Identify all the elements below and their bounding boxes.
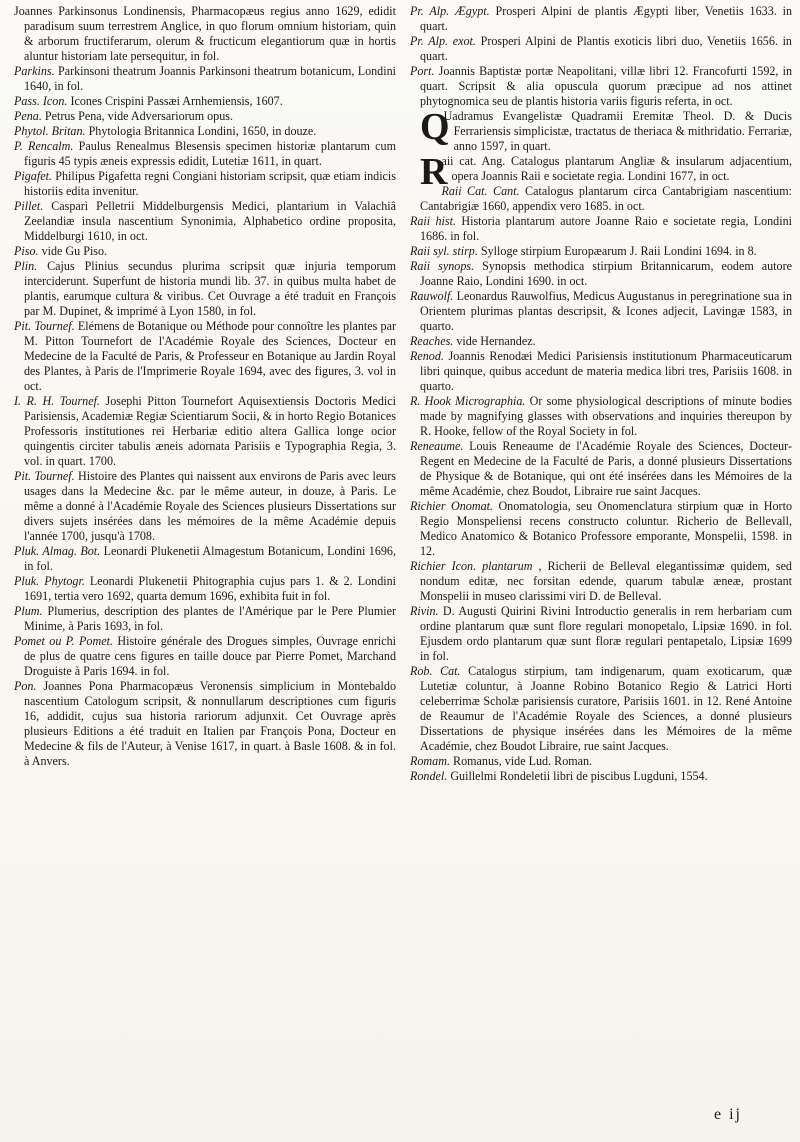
entry-abbreviation: Pluk. Phytogr.	[14, 574, 85, 588]
entry-abbreviation: Richier Onomat.	[410, 499, 494, 513]
bibliography-entry	[14, 319, 396, 394]
bibliography-entry	[14, 604, 396, 634]
entry-abbreviation: Pon.	[14, 679, 37, 693]
bibliography-entry	[410, 769, 792, 784]
entry-abbreviation: R. Hook Micrographia.	[410, 394, 526, 408]
entry-text: Joannes Parkinsonus Londinensis, Pharmacopæus regius anno 1629, edidit paradisum suum terrestrem Anglice, in quo florum omnium historiam, quin & arborum fructiferarum, olerum & fructicum elegantiorum quæ in hortis aluntur historiam late persequitur, in fol.	[14, 4, 396, 63]
right-column	[410, 4, 792, 1114]
entry-abbreviation: Reaches.	[410, 334, 454, 348]
bibliography-entry	[410, 559, 792, 604]
two-column-text	[14, 4, 792, 1114]
entry-abbreviation: Rivin.	[410, 604, 439, 618]
entry-text: Prosperi Alpini de Plantis exoticis libri duo, Venetiis 1656. in quart.	[420, 34, 792, 63]
entry-text: Onomatologia, seu Onomenclatura stirpium quæ in Horto Regio Monspeliensi recens constructo coluntur. Richerio de Bellevall, Medico Anatomico & Botanico Professore emporante, Monspelii, 1598. in 12.	[420, 499, 792, 558]
entry-abbreviation: Pit. Tournef.	[14, 469, 75, 483]
signature-mark: e ij	[714, 1106, 742, 1123]
drop-cap: R	[420, 151, 448, 193]
entry-text: Catalogus stirpium, tam indigenarum, quam exoticarum, quæ Lutetiæ coluntur, à Joanne Robino Botanico Regio & Latrici Horti celeberrimæ Scholæ parisiensis curatore, Parisiis 1601. in 12. René Antoine de Reaumur de l'Académie Royale des Sciences, a donné plusieurs Dissertations de physique insérées dans les Mémoires de la même Académie, chez Boudot Libraire, rue saint Jacques.	[420, 664, 792, 753]
bibliography-entry	[410, 34, 792, 64]
entry-abbreviation: Pit. Tournef.	[14, 319, 75, 333]
bibliography-entry	[14, 574, 396, 604]
entry-text: Petrus Pena, vide Adversariorum opus.	[44, 109, 234, 123]
entry-abbreviation: Richier Icon. plantarum	[410, 559, 533, 573]
entry-abbreviation: Reneaume.	[410, 439, 464, 453]
entry-abbreviation: Raii syl. stirp.	[410, 244, 478, 258]
entry-text: Casparì Pelletrii Middelburgensis Medici, plantarium in Valachiâ Zeelandiæ insula nascentium Synonimia, Alphabetico ordine proposita, Middelburgi 1610, in oct.	[24, 199, 396, 243]
bibliography-entry	[410, 349, 792, 394]
entry-abbreviation: Rondel.	[410, 769, 448, 783]
entry-text: Uadramus Evangelistæ Quadramii Eremitæ Theol. D. & Ducis Ferrariensis simplicistæ, tractatus de theriaca & mithridatio. Ferrariæ, anno 1597, in quart.	[443, 109, 792, 153]
entry-text: Leonardus Rauwolfius, Medicus Augustanus in peregrinatione sua in Orientem plurimas plantas descripsit, & Icones adjecit, Lavingæ 1583, in quarto.	[420, 289, 792, 333]
entry-abbreviation: Rob. Cat.	[410, 664, 461, 678]
entry-abbreviation: Pr. Alp. exot.	[410, 34, 476, 48]
entry-text: Parkinsoni theatrum Joannis Parkinsoni theatrum botanicum, Londini 1640, in fol.	[24, 64, 396, 93]
entry-text: Joannis Renodæi Medici Parisiensis institutionum Pharmaceuticarum libri quinque, quibus accedunt de materia medica libri tres, Parisiis 1608. in quarto.	[420, 349, 792, 393]
entry-abbreviation: Raii hist.	[410, 214, 457, 228]
bibliography-entry	[14, 64, 396, 94]
entry-abbreviation: Parkins.	[14, 64, 55, 78]
bibliography-entry	[410, 244, 792, 259]
entry-abbreviation: Port.	[410, 64, 435, 78]
entry-abbreviation: Plin.	[14, 259, 38, 273]
left-column	[14, 4, 396, 1114]
bibliography-entry	[410, 754, 792, 769]
entry-abbreviation: Romam.	[410, 754, 450, 768]
entry-abbreviation: Pena.	[14, 109, 42, 123]
bibliography-entry	[410, 394, 792, 439]
entry-abbreviation: Raii Cat. Cant.	[441, 184, 520, 198]
entry-text: Histoire des Plantes qui naissent aux environs de Paris avec leurs usages dans la Medecine &c. par le même auteur, in douze, à Paris. Le même a donné à l'Académie Royale des Sciences plusieurs Dissertations sur divers sujets insérées dans les mémoires de la même Académie depuis l'année 1700, jusqu'à 1708.	[24, 469, 396, 543]
entry-text: Guillelmi Rondeletii libri de piscibus Lugduni, 1554.	[450, 769, 708, 783]
bibliography-entry	[14, 259, 396, 319]
bibliography-entry	[14, 109, 396, 124]
bibliography-entry	[410, 334, 792, 349]
entry-text: Or some physiological descriptions of minute bodies made by magnifying glasses with observations and inquiries thereupon by R. Hooke, fellow of the Royal Society in fol.	[420, 394, 792, 438]
entry-text: Leonardi Plukenetii Phitographia cujus pars 1. & 2. Londini 1691, tertia vero 1692, quarta demum 1696, exhibita fuit in fol.	[24, 574, 396, 603]
entry-abbreviation: Rauwolf.	[410, 289, 454, 303]
entry-abbreviation: Plum.	[14, 604, 43, 618]
entry-text: Elémens de Botanique ou Méthode pour connoître les plantes par M. Pitton Tournefort de l'Académie Royale des Sciences, Docteur en Medecine de la Faculté de Paris, & Professeur en Botanique au Jardin Royal des Plantes, à Paris de l'Imprimerie Royale 1694, avec des figures, 3. vol in oct.	[24, 319, 396, 393]
entry-text: Louis Reneaume de l'Académie Royale des Sciences, Docteur-Regent en Medecine de la Faculté de Paris, a donné plusieurs Dissertations de Physique & de Botanique, qui ont été insérées dans les Mémoires de la même Académie, chez Boudot, Libraire rue saint Jacques.	[420, 439, 792, 498]
entry-abbreviation: Pass. Icon.	[14, 94, 68, 108]
entry-text: Leonardi Plukenetii Almagestum Botanicum, Londini 1696, in fol.	[24, 544, 396, 573]
entry-abbreviation: Pomet ou P. Pomet.	[14, 634, 113, 648]
entry-abbreviation: P. Rencalm.	[14, 139, 74, 153]
entry-text: vide Hernandez.	[456, 334, 536, 348]
entry-text: aii cat. Ang. Catalogus plantarum Angliæ & insularum adjacentium, opera Joannis Raii e societate regia. Londini 1677, in oct.	[441, 154, 792, 183]
drop-cap: Q	[420, 106, 450, 148]
entry-abbreviation: Pr. Alp. Ægypt.	[410, 4, 490, 18]
bibliography-entry	[410, 439, 792, 499]
entry-text: Phytologia Britannica Londini, 1650, in douze.	[88, 124, 317, 138]
bibliography-entry	[14, 544, 396, 574]
bibliography-entry	[410, 664, 792, 754]
bibliography-entry	[410, 604, 792, 664]
bibliography-entry	[14, 124, 396, 139]
bibliography-entry	[410, 259, 792, 289]
bibliography-entry	[410, 64, 792, 109]
entry-text: Historia plantarum autore Joanne Raio e societate regia, Londini 1686. in fol.	[420, 214, 792, 243]
entry-abbreviation: Phytol. Britan.	[14, 124, 86, 138]
entry-text: Josephi Pitton Tournefort Aquisextiensis Doctoris Medici Parisiensis, Academiæ Regiæ Scientiarum Socii, & in horto Regio Botanices Professoris institutiones rei Herbariæ editio altera Gallica longe ocior quingentis circiter tabulis æneis adornata Parisiis e Typographia Regia, 3. vol. in quart. 1700.	[24, 394, 396, 468]
bibliography-entry	[410, 106, 792, 154]
entry-text: D. Augusti Quirini Rivini Introductio generalis in rem herbariam cum ordine plantarum quæ sunt flore regulari monopetalo, Lipsiæ 1690. in fol. Ejusdem ordo plantarum quæ sunt floræ regulari pentapetalo, Lipsiæ 1699 in fol.	[420, 604, 792, 663]
entry-text: vide Gu Piso.	[41, 244, 108, 258]
entry-abbreviation: Renod.	[410, 349, 444, 363]
bibliography-entry	[14, 469, 396, 544]
bibliography-entry	[14, 679, 396, 769]
entry-text: Philipus Pigafetta regni Congiani historiam scripsit, quæ etiam indicis historiis edita invenitur.	[24, 169, 396, 198]
entry-text: Prosperi Alpini de plantis Ægypti liber, Venetiis 1633. in quart.	[420, 4, 792, 33]
entry-text: Joannes Pona Pharmacopæus Veronensis simplicium in Montebaldo nascentium Catologum scripsit, & nonnullarum descriptiones cum figuris 16, addidit, cujus sua historia rariorum adjunxit. Cet Ouvrage après plusieurs Editions a été traduit en Italien par François Pona, Docteur en Medecine & fils de l'Auteur, à Venise 1617, in quart. à Basle 1608. & in fol. à Anvers.	[24, 679, 396, 768]
bibliography-entry	[410, 499, 792, 559]
bibliography-entry	[410, 289, 792, 334]
bibliography-entry	[14, 244, 396, 259]
entry-text: , Richerii de Belleval elegantissimæ quidem, sed nondum editæ, nec forsitan edende, quarum tabulæ æneæ, prostant Monspelii in museo clarissimi viri D. de Belleval.	[420, 559, 792, 603]
bibliography-entry	[14, 94, 396, 109]
bibliography-entry	[14, 4, 396, 64]
entry-text: Romanus, vide Lud. Roman.	[453, 754, 593, 768]
entry-abbreviation: I. R. H. Tournef.	[14, 394, 100, 408]
entry-abbreviation: Piso.	[14, 244, 39, 258]
bibliography-entry	[14, 394, 396, 469]
entry-text: Histoire générale des Drogues simples, Ouvrage enrichi de plus de quatre cens figures en taille douce par Pierre Pomet, Marchand Droguiste à Paris 1694. in fol.	[24, 634, 396, 678]
entry-text: Paulus Renealmus Blesensis specimen historiæ plantarum cum figuris 45 typis æneis expressis edidit, Lutetiæ 1611, in quart.	[24, 139, 396, 168]
bibliography-entry	[14, 199, 396, 244]
entry-abbreviation: Raii synops.	[410, 259, 475, 273]
entry-abbreviation: Pigafet.	[14, 169, 52, 183]
entry-text: Icones Crispini Passæi Arnhemiensis, 1607.	[70, 94, 283, 108]
entry-text: Synopsis methodica stirpium Britannicarum, eodem autore Joanne Raio, Londini 1690. in oct.	[420, 259, 792, 288]
entry-text: Catalogus plantarum circa Cantabrigiam nascentium: Cantabrigiæ 1660, appendix vero 1685. in oct.	[420, 184, 792, 213]
entry-abbreviation: Pillet.	[14, 199, 44, 213]
bibliography-entry	[410, 4, 792, 34]
entry-text: Joannis Baptistæ portæ Neapolitani, villæ libri 12. Francofurti 1592, in quart. Scripsit & alia opuscula quorum præcipue ad nos attinet phytognomica seu de plantis historia variis figuris referta, in oct.	[420, 64, 792, 108]
bibliography-entry	[410, 214, 792, 244]
entry-text: Plumerius, description des plantes de l'Amérique par le Pere Plumier Minime, à Paris 1693, in fol.	[24, 604, 396, 633]
entry-text: Cajus Plinius secundus plurima scripsit quæ injuria temporum interciderunt. Superfunt de historia mundi lib. 37. in quibus multa habet de plantis, earumque cultura & viribus. Cet Ouvrage a été traduit en François par M. Dupinet, & imprimé à Lyon 1580, in fol.	[24, 259, 396, 318]
bibliography-entry	[14, 634, 396, 679]
bibliography-entry	[410, 184, 792, 214]
bibliography-entry	[14, 139, 396, 169]
entry-abbreviation: Pluk. Almag. Bot.	[14, 544, 101, 558]
entry-text: Sylloge stirpium Europæarum J. Raii Londini 1694. in 8.	[480, 244, 757, 258]
bibliography-entry	[14, 169, 396, 199]
